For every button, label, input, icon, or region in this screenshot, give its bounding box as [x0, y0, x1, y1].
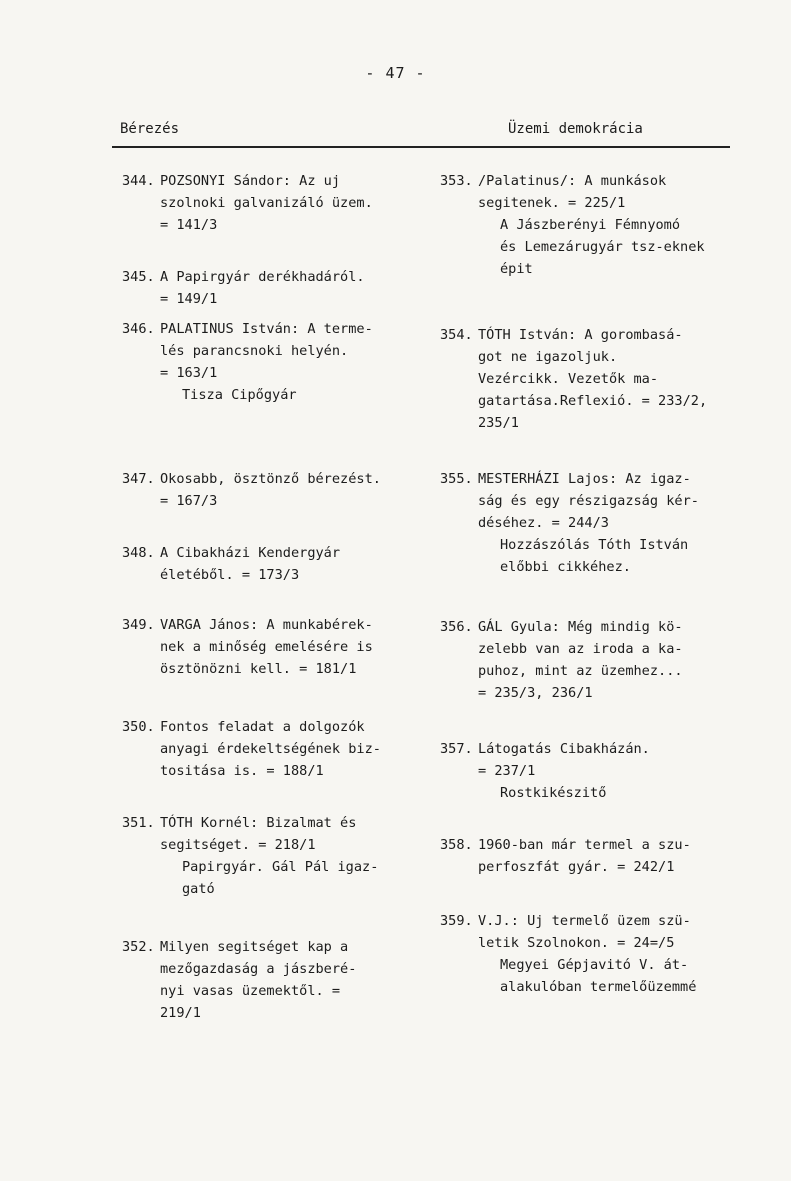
entry-annotation-line: alakulóban termelőüzemmé: [500, 979, 697, 995]
entry-line: lés parancsnoki helyén.: [160, 343, 349, 359]
entry-number: 351.: [122, 815, 155, 831]
entry-annotation-line: előbbi cikkéhez.: [500, 559, 631, 575]
entry-text: [160, 716, 422, 782]
entry-number: 346.: [122, 321, 155, 337]
bibliography-entry: [122, 716, 422, 782]
entry-line: Fontos feladat a dolgozók: [160, 719, 365, 735]
entry-annotation-line: Rostkikészitő: [500, 785, 607, 801]
entry-annotation-line: Megyei Gépjavitó V. át-: [500, 957, 689, 973]
entry-text: [478, 738, 740, 804]
entry-line: nyi vasas üzemektől. =: [160, 983, 341, 999]
entry-text: [160, 318, 422, 406]
entry-text: [160, 542, 422, 586]
entry-line: segitséget. = 218/1: [160, 837, 316, 853]
entry-line: = 237/1: [478, 763, 536, 779]
entry-text: [478, 910, 740, 998]
entry-line: = 235/3, 236/1: [478, 685, 593, 701]
entry-number: 354.: [440, 327, 473, 343]
entry-number: 353.: [440, 173, 473, 189]
entry-annotation-line: Hozzászólás Tóth István: [500, 537, 689, 553]
entry-line: VARGA János: A munkabérek-: [160, 617, 373, 633]
entry-line: MESTERHÁZI Lajos: Az igaz-: [478, 471, 691, 487]
entry-number: 347.: [122, 471, 155, 487]
header-left-title: Bérezés: [120, 121, 180, 137]
bibliography-entry: [122, 170, 422, 236]
entry-line: A Papirgyár derékhadáról.: [160, 269, 365, 285]
bibliography-entry: [440, 170, 740, 280]
entry-text: [160, 170, 422, 236]
entry-number: 352.: [122, 939, 155, 955]
entry-annotation-line: épit: [500, 261, 533, 277]
bibliography-entry: [122, 614, 422, 680]
entry-text: [160, 468, 422, 512]
entry-line: ösztönözni kell. = 181/1: [160, 661, 357, 677]
entry-number: 344.: [122, 173, 155, 189]
entry-text: [160, 936, 422, 1024]
entry-line: TÓTH Kornél: Bizalmat és: [160, 815, 357, 831]
entry-number: 357.: [440, 741, 473, 757]
entry-number: 359.: [440, 913, 473, 929]
entry-line: got ne igazoljuk.: [478, 349, 618, 365]
entry-line: = 167/3: [160, 493, 218, 509]
bibliography-entry: [440, 910, 740, 998]
bibliography-entry: [122, 542, 422, 586]
entry-line: Vezércikk. Vezetők ma-: [478, 371, 659, 387]
entry-line: A Cibakházi Kendergyár: [160, 545, 341, 561]
entry-line: = 163/1: [160, 365, 218, 381]
entry-text: [478, 170, 740, 280]
entry-line: V.J.: Uj termelő üzem szü-: [478, 913, 691, 929]
entry-line: segitenek. = 225/1: [478, 195, 626, 211]
entry-text: [478, 834, 740, 878]
bibliography-entry: [440, 324, 740, 434]
bibliography-entry: [440, 616, 740, 704]
entry-line: 219/1: [160, 1005, 201, 1021]
entry-annotation-line: és Lemezárugyár tsz-eknek: [500, 239, 705, 255]
entry-line: 1960-ban már termel a szu-: [478, 837, 691, 853]
bibliography-entry: [122, 812, 422, 900]
entry-line: TÓTH István: A gorombasá-: [478, 327, 683, 343]
entry-text: [160, 812, 422, 900]
entry-text: [160, 614, 422, 680]
entry-annotation-line: gató: [182, 881, 215, 897]
entry-line: életéből. = 173/3: [160, 567, 300, 583]
entry-line: anyagi érdekeltségének biz-: [160, 741, 381, 757]
bibliography-entry: [440, 834, 740, 878]
bibliography-entry: [122, 318, 422, 406]
entry-number: 350.: [122, 719, 155, 735]
entry-number: 355.: [440, 471, 473, 487]
entry-line: nek a minőség emelésére is: [160, 639, 373, 655]
entry-line: zelebb van az iroda a ka-: [478, 641, 683, 657]
entry-line: 235/1: [478, 415, 519, 431]
entry-text: [478, 324, 740, 434]
entry-line: Okosabb, ösztönző bérezést.: [160, 471, 381, 487]
header-right-title: Üzemi demokrácia: [508, 121, 643, 137]
entry-text: [160, 266, 422, 310]
entry-line: = 141/3: [160, 217, 218, 233]
entry-line: GÁL Gyula: Még mindig kö-: [478, 619, 683, 635]
entry-text: [478, 468, 740, 578]
entry-line: POZSONYI Sándor: Az uj: [160, 173, 341, 189]
entry-annotation-line: Papirgyár. Gál Pál igaz-: [182, 859, 379, 875]
entry-line: szolnoki galvanizáló üzem.: [160, 195, 373, 211]
entry-line: Látogatás Cibakházán.: [478, 741, 650, 757]
entry-number: 349.: [122, 617, 155, 633]
entry-number: 345.: [122, 269, 155, 285]
entry-number: 348.: [122, 545, 155, 561]
entry-line: ság és egy részigazság kér-: [478, 493, 699, 509]
entry-line: déséhez. = 244/3: [478, 515, 609, 531]
entry-annotation-line: Tisza Cipőgyár: [182, 387, 297, 403]
entry-line: gatartása.Reflexió. = 233/2,: [478, 393, 708, 409]
entry-number: 356.: [440, 619, 473, 635]
entry-line: letik Szolnokon. = 24=/5: [478, 935, 675, 951]
entry-line: = 149/1: [160, 291, 218, 307]
bibliography-entry: [440, 468, 740, 578]
entry-text: [478, 616, 740, 704]
bibliography-entry: [122, 936, 422, 1024]
entry-annotation-line: A Jászberényi Fémnyomó: [500, 217, 681, 233]
header-rule: [112, 146, 730, 148]
page-number: - 47 -: [365, 64, 426, 82]
entry-line: PALATINUS István: A terme-: [160, 321, 373, 337]
entry-number: 358.: [440, 837, 473, 853]
bibliography-entry: [440, 738, 740, 804]
entry-line: Milyen segitséget kap a: [160, 939, 349, 955]
entry-line: tositása is. = 188/1: [160, 763, 324, 779]
entry-line: mezőgazdaság a jászberé-: [160, 961, 357, 977]
entry-line: /Palatinus/: A munkások: [478, 173, 667, 189]
bibliography-entry: [122, 468, 422, 512]
entry-line: puhoz, mint az üzemhez...: [478, 663, 683, 679]
entry-line: perfoszfát gyár. = 242/1: [478, 859, 675, 875]
bibliography-entry: [122, 266, 422, 310]
